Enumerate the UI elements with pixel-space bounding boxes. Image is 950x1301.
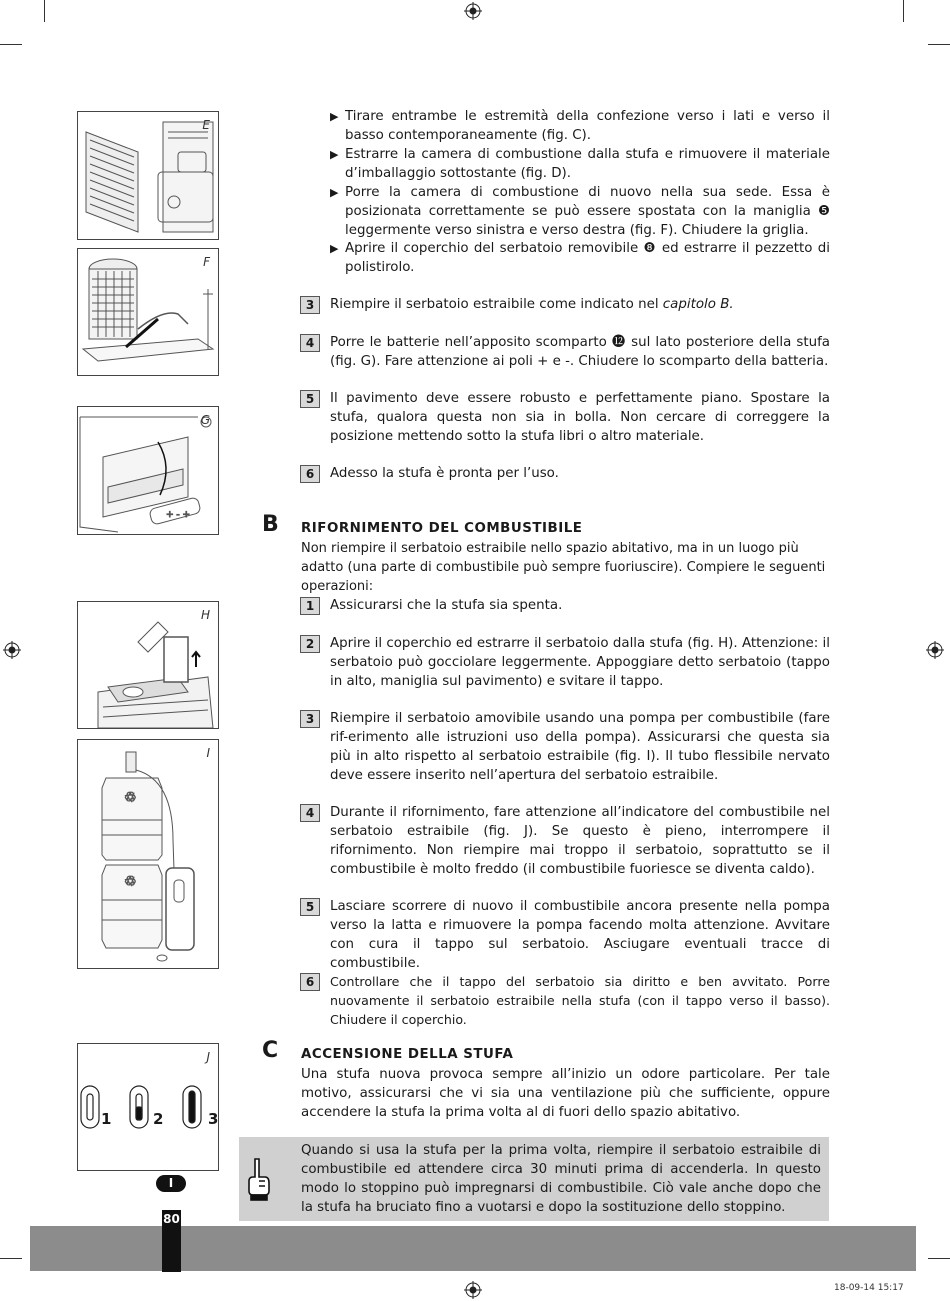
step-number: 5 xyxy=(300,898,320,916)
crop-mark xyxy=(903,0,904,22)
step-text: Riempire il serbatoio estraibile come indicato nel capitolo B. xyxy=(330,297,734,312)
gauge-label: 3 xyxy=(208,1110,219,1128)
registration-mark-icon xyxy=(926,641,944,659)
bullet-text: Aprire il coperchio del serbatoio removibile ❽ ed estrarre il pezzetto di polistirolo. xyxy=(345,241,830,275)
triangle-bullet-icon: ▶ xyxy=(330,186,339,199)
gauge-label: 1 xyxy=(101,1110,112,1128)
bullet-text: Tirare entrambe le estremità della confezione verso i lati e verso il basso contemporaneamente (fig. C). xyxy=(345,109,830,143)
step-number: 6 xyxy=(300,465,320,483)
step-number: 4 xyxy=(300,334,320,352)
section-title: ACCENSIONE DELLA STUFA xyxy=(301,1047,514,1062)
figure-label: I xyxy=(206,746,210,760)
step-text: Porre le batterie nell’apposito scomparto ⓬ sul lato posteriore della stufa (fig. G). Fare attenzione ai poli + e -. Chiudere lo scomparto della batteria. xyxy=(330,335,830,369)
figure-label: E xyxy=(202,118,210,132)
page-number: 80 xyxy=(163,1212,180,1226)
step-text: Durante il rifornimento, fare attenzione all’indicatore del combustibile nel serbatoio estraibile (fig. J). Se questo è pieno, interrompere il rifornimento. Non riempire mai troppo il serbatoio, soprattutto se il combustibile è molto freddo (il combustibile fuoriesce se diventa caldo). xyxy=(330,805,830,877)
registration-mark-icon xyxy=(464,1281,482,1299)
step-text: Adesso la stufa è pronta per l’uso. xyxy=(330,466,559,481)
step-number: 1 xyxy=(300,597,320,615)
language-tab: I xyxy=(156,1175,186,1192)
crop-mark xyxy=(44,0,45,22)
figure-f-illustration xyxy=(78,249,218,375)
gauge-label: 2 xyxy=(153,1110,164,1128)
step-text: Controllare che il tappo del serbatoio sia diritto e ben avvitato. Porre nuovamente il serbatoio estraibile nella stufa (con il tappo verso il basso). Chiudere il coperchio. xyxy=(330,974,830,1027)
step-text: Riempire il serbatoio amovibile usando una pompa per combustibile (fare rif-erimento alle istruzioni uso della pompa). Assicurarsi che questa sia più in alto rispetto al serbatoio estraibile (fig. I). Il tubo flessibile nervato deve essere inserito nell’apertura del serbatoio estraibile. xyxy=(330,711,830,783)
svg-text:♲: ♲ xyxy=(124,790,137,806)
crop-mark xyxy=(0,44,22,45)
figure-h xyxy=(77,601,219,729)
step-text: Assicurarsi che la stufa sia spenta. xyxy=(330,598,563,613)
figure-label: G xyxy=(200,413,210,427)
registration-mark-icon xyxy=(464,2,482,20)
step-number: 2 xyxy=(300,635,320,653)
triangle-bullet-icon: ▶ xyxy=(330,148,339,161)
figure-label: H xyxy=(200,608,210,622)
svg-text:+ - +: + - + xyxy=(166,510,191,520)
step-number: 5 xyxy=(300,390,320,408)
triangle-bullet-icon: ▶ xyxy=(330,242,339,255)
figure-f xyxy=(77,248,219,376)
section-letter: C xyxy=(262,1038,279,1063)
figure-e xyxy=(77,111,219,240)
figure-j xyxy=(77,1043,219,1171)
triangle-bullet-icon: ▶ xyxy=(330,110,339,123)
crop-mark xyxy=(928,1258,950,1259)
crop-mark xyxy=(928,44,950,45)
figure-g-illustration xyxy=(78,407,218,534)
figure-i xyxy=(77,739,219,969)
step-text: Lasciare scorrere di nuovo il combustibile ancora presente nella pompa verso la latta e rimuovere la pompa facendo molta attenzione. Avvitare con cura il tappo sul serbatoio. Asciugare eventuali tracce di combustibile. xyxy=(330,899,830,971)
figure-g xyxy=(77,406,219,535)
figure-i-illustration xyxy=(78,740,218,968)
step-number: 4 xyxy=(300,804,320,822)
note-box xyxy=(239,1137,829,1221)
section-title: RIFORNIMENTO DEL COMBUSTIBILE xyxy=(301,521,583,536)
fuel-gauge-illustration xyxy=(78,1044,218,1170)
bullet-text: Porre la camera di combustione di nuovo nella sua sede. Essa è posizionata correttamente se può essere spostata con la maniglia ❺ leggermente verso sinistra e verso destra (fig. F). Chiudere la griglia. xyxy=(345,185,830,238)
svg-text:♲: ♲ xyxy=(124,874,137,890)
section-intro: Non riempire il serbatoio estraibile nello spazio abitativo, ma in un luogo più adatto (una parte di combustibile può sempre fuoriuscire). Compiere le seguenti operazioni: xyxy=(301,541,826,594)
crop-mark xyxy=(0,1258,22,1259)
step-number: 3 xyxy=(300,710,320,728)
step-number: 6 xyxy=(300,973,320,991)
step-text: Aprire il coperchio ed estrarre il serbatoio dalla stufa (fig. H). Attenzione: il serbatoio può gocciolare leggermente. Appoggiare detto serbatoio (tappo in alto, maniglia sul pavimento) e svitare il tappo. xyxy=(330,636,830,689)
note-text: Quando si usa la stufa per la prima volta, riempire il serbatoio estraibile di combustibile ed attendere circa 30 minuti prima di accenderla. In questo modo lo stoppino può impregnarsi di combustibile. Ciò vale anche dopo che la stufa ha bruciato fino a vuotarsi e dopo la sostituzione dello stoppino. xyxy=(301,1143,821,1215)
section-intro: Una stufa nuova provoca sempre all’inizio un odore particolare. Per tale motivo, assicurarsi che vi sia una ventilazione più che sufficiente, oppure accendere la stufa la prima volta al di fuori dello spazio abitativo. xyxy=(301,1067,830,1120)
pointing-hand-icon xyxy=(245,1157,271,1201)
figure-h-illustration xyxy=(78,602,218,728)
figure-label: J xyxy=(206,1050,210,1064)
print-timestamp: 18-09-14 15:17 xyxy=(834,1283,904,1293)
figure-e-illustration xyxy=(78,112,218,239)
figure-label: F xyxy=(203,255,210,269)
step-text: Il pavimento deve essere robusto e perfettamente piano. Spostare la stufa, qualora questa non sia in bolla. Non cercare di correggere la posizione mettendo sotto la stufa libri o altro materiale. xyxy=(330,391,830,444)
bullet-text: Estrarre la camera di combustione dalla stufa e rimuovere il materiale d’imballaggio sottostante (fig. D). xyxy=(345,147,830,181)
section-letter: B xyxy=(262,512,279,537)
step-number: 3 xyxy=(300,296,320,314)
registration-mark-icon xyxy=(3,641,21,659)
